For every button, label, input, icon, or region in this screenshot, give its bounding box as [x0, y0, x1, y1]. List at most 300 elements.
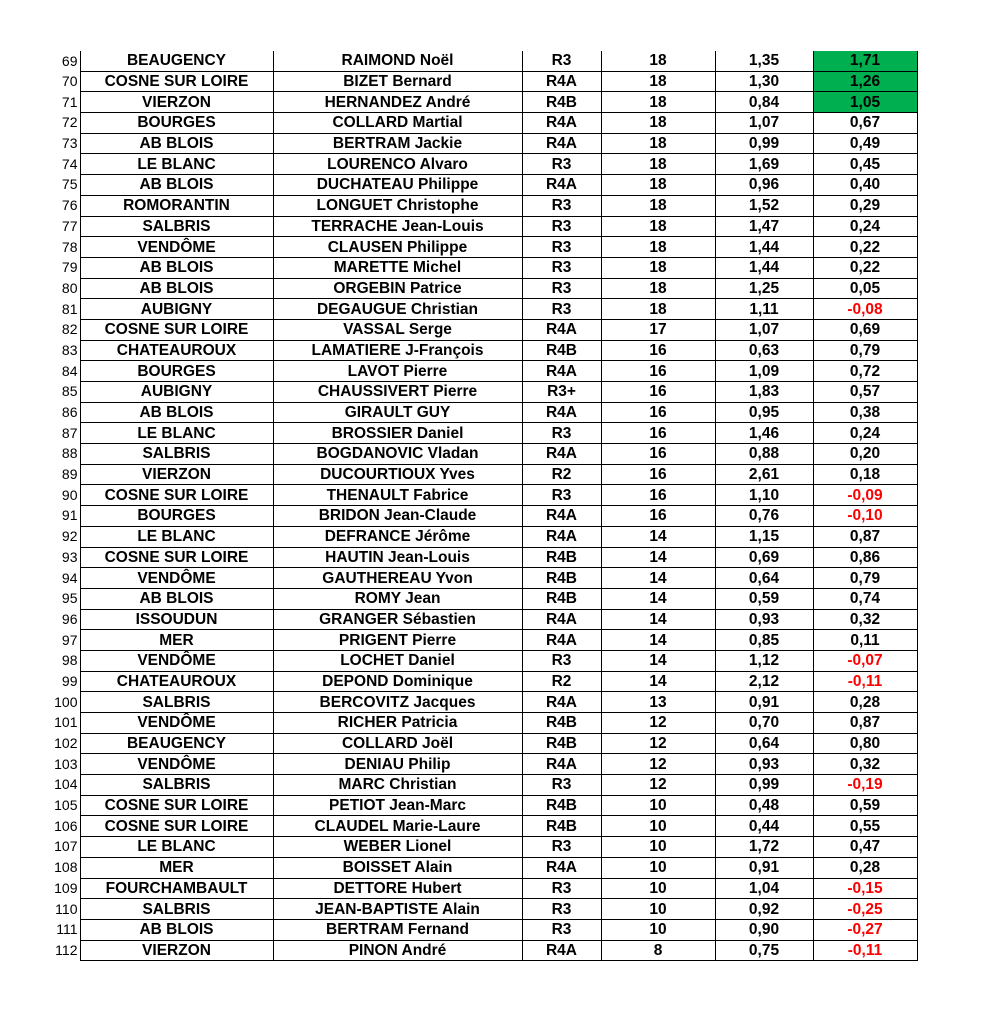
- average-cell: 0,91: [715, 692, 813, 713]
- row-number: 91: [50, 506, 80, 527]
- performance-cell: 0,22: [813, 257, 917, 278]
- row-number: 80: [50, 278, 80, 299]
- table-row: [50, 113, 917, 134]
- table-row: [50, 692, 917, 713]
- table-row: [50, 444, 917, 465]
- table-row: [50, 775, 917, 796]
- category-cell: R4A: [522, 630, 601, 651]
- row-number: 106: [50, 816, 80, 837]
- table-row: [50, 154, 917, 175]
- row-number: 69: [50, 51, 80, 71]
- row-number: 96: [50, 609, 80, 630]
- player-name-cell: COLLARD Joël: [273, 733, 522, 754]
- table-row: [50, 402, 917, 423]
- table-row: [50, 526, 917, 547]
- performance-cell: 0,79: [813, 568, 917, 589]
- average-cell: 0,48: [715, 795, 813, 816]
- club-cell: MER: [80, 857, 273, 878]
- category-cell: R4A: [522, 361, 601, 382]
- average-cell: 1,44: [715, 257, 813, 278]
- row-number: 89: [50, 464, 80, 485]
- table-row: [50, 257, 917, 278]
- row-number: 111: [50, 919, 80, 940]
- category-cell: R3: [522, 237, 601, 258]
- row-number: 71: [50, 92, 80, 113]
- performance-cell: 0,57: [813, 382, 917, 403]
- club-cell: COSNE SUR LOIRE: [80, 816, 273, 837]
- performance-cell: 0,72: [813, 361, 917, 382]
- points-cell: 16: [601, 382, 715, 403]
- table-row: [50, 361, 917, 382]
- average-cell: 0,90: [715, 919, 813, 940]
- average-cell: 0,92: [715, 899, 813, 920]
- player-name-cell: RAIMOND Noël: [273, 51, 522, 71]
- club-cell: COSNE SUR LOIRE: [80, 485, 273, 506]
- row-number: 75: [50, 175, 80, 196]
- results-table: [50, 51, 918, 961]
- table-row: [50, 857, 917, 878]
- performance-cell: 0,49: [813, 133, 917, 154]
- average-cell: 0,64: [715, 568, 813, 589]
- player-name-cell: GAUTHEREAU Yvon: [273, 568, 522, 589]
- average-cell: 0,69: [715, 547, 813, 568]
- performance-cell: -0,11: [813, 940, 917, 961]
- category-cell: R4B: [522, 547, 601, 568]
- row-number: 73: [50, 133, 80, 154]
- points-cell: 12: [601, 713, 715, 734]
- category-cell: R3: [522, 485, 601, 506]
- points-cell: 10: [601, 919, 715, 940]
- row-number: 72: [50, 113, 80, 134]
- average-cell: 1,15: [715, 526, 813, 547]
- club-cell: ROMORANTIN: [80, 195, 273, 216]
- player-name-cell: BERCOVITZ Jacques: [273, 692, 522, 713]
- category-cell: R3: [522, 837, 601, 858]
- category-cell: R3: [522, 195, 601, 216]
- average-cell: 1,44: [715, 237, 813, 258]
- points-cell: 12: [601, 733, 715, 754]
- points-cell: 14: [601, 630, 715, 651]
- points-cell: 10: [601, 857, 715, 878]
- points-cell: 16: [601, 444, 715, 465]
- table-row: [50, 278, 917, 299]
- row-number: 90: [50, 485, 80, 506]
- player-name-cell: BROSSIER Daniel: [273, 423, 522, 444]
- club-cell: FOURCHAMBAULT: [80, 878, 273, 899]
- average-cell: 0,63: [715, 340, 813, 361]
- club-cell: CHATEAUROUX: [80, 671, 273, 692]
- table-row: [50, 650, 917, 671]
- club-cell: VENDÔME: [80, 568, 273, 589]
- points-cell: 12: [601, 775, 715, 796]
- category-cell: R3: [522, 878, 601, 899]
- points-cell: 18: [601, 175, 715, 196]
- average-cell: 1,07: [715, 319, 813, 340]
- average-cell: 1,04: [715, 878, 813, 899]
- category-cell: R4A: [522, 175, 601, 196]
- performance-cell: -0,07: [813, 650, 917, 671]
- category-cell: R4B: [522, 340, 601, 361]
- player-name-cell: BOGDANOVIC Vladan: [273, 444, 522, 465]
- table-row: [50, 51, 917, 71]
- performance-cell: 0,22: [813, 237, 917, 258]
- club-cell: BEAUGENCY: [80, 51, 273, 71]
- performance-cell: 0,80: [813, 733, 917, 754]
- category-cell: R3+: [522, 382, 601, 403]
- table-row: [50, 878, 917, 899]
- player-name-cell: PRIGENT Pierre: [273, 630, 522, 651]
- club-cell: AB BLOIS: [80, 588, 273, 609]
- player-name-cell: GRANGER Sébastien: [273, 609, 522, 630]
- club-cell: SALBRIS: [80, 899, 273, 920]
- points-cell: 16: [601, 423, 715, 444]
- row-number: 108: [50, 857, 80, 878]
- club-cell: AB BLOIS: [80, 278, 273, 299]
- points-cell: 12: [601, 754, 715, 775]
- performance-cell: 0,28: [813, 857, 917, 878]
- row-number: 103: [50, 754, 80, 775]
- table-row: [50, 423, 917, 444]
- table-row: [50, 237, 917, 258]
- club-cell: BOURGES: [80, 506, 273, 527]
- points-cell: 18: [601, 154, 715, 175]
- player-name-cell: WEBER Lionel: [273, 837, 522, 858]
- performance-cell: 0,40: [813, 175, 917, 196]
- points-cell: 14: [601, 609, 715, 630]
- performance-cell: 0,20: [813, 444, 917, 465]
- points-cell: 18: [601, 216, 715, 237]
- points-cell: 18: [601, 92, 715, 113]
- row-number: 88: [50, 444, 80, 465]
- club-cell: ISSOUDUN: [80, 609, 273, 630]
- row-number: 93: [50, 547, 80, 568]
- average-cell: 1,83: [715, 382, 813, 403]
- row-number: 112: [50, 940, 80, 961]
- average-cell: 2,61: [715, 464, 813, 485]
- player-name-cell: DEPOND Dominique: [273, 671, 522, 692]
- points-cell: 16: [601, 485, 715, 506]
- row-number: 107: [50, 837, 80, 858]
- points-cell: 8: [601, 940, 715, 961]
- category-cell: R4A: [522, 857, 601, 878]
- row-number: 94: [50, 568, 80, 589]
- club-cell: COSNE SUR LOIRE: [80, 71, 273, 92]
- table-row: [50, 816, 917, 837]
- category-cell: R3: [522, 423, 601, 444]
- row-number: 70: [50, 71, 80, 92]
- points-cell: 16: [601, 340, 715, 361]
- category-cell: R4A: [522, 609, 601, 630]
- average-cell: 0,44: [715, 816, 813, 837]
- club-cell: AUBIGNY: [80, 382, 273, 403]
- club-cell: VIERZON: [80, 940, 273, 961]
- club-cell: AB BLOIS: [80, 175, 273, 196]
- club-cell: CHATEAUROUX: [80, 340, 273, 361]
- performance-cell: 0,47: [813, 837, 917, 858]
- player-name-cell: DETTORE Hubert: [273, 878, 522, 899]
- points-cell: 13: [601, 692, 715, 713]
- performance-cell: -0,11: [813, 671, 917, 692]
- row-number: 92: [50, 526, 80, 547]
- points-cell: 18: [601, 278, 715, 299]
- category-cell: R2: [522, 464, 601, 485]
- performance-cell: 0,24: [813, 216, 917, 237]
- table-row: [50, 713, 917, 734]
- player-name-cell: TERRACHE Jean-Louis: [273, 216, 522, 237]
- player-name-cell: DEGAUGUE Christian: [273, 299, 522, 320]
- category-cell: R4A: [522, 940, 601, 961]
- club-cell: VENDÔME: [80, 237, 273, 258]
- points-cell: 14: [601, 526, 715, 547]
- average-cell: 0,93: [715, 609, 813, 630]
- club-cell: COSNE SUR LOIRE: [80, 795, 273, 816]
- row-number: 101: [50, 713, 80, 734]
- player-name-cell: ROMY Jean: [273, 588, 522, 609]
- table-row: [50, 319, 917, 340]
- player-name-cell: LAMATIERE J-François: [273, 340, 522, 361]
- row-number: 98: [50, 650, 80, 671]
- average-cell: 0,85: [715, 630, 813, 651]
- player-name-cell: DEFRANCE Jérôme: [273, 526, 522, 547]
- average-cell: 0,93: [715, 754, 813, 775]
- club-cell: VIERZON: [80, 464, 273, 485]
- row-number: 87: [50, 423, 80, 444]
- row-number: 79: [50, 257, 80, 278]
- table-row: [50, 919, 917, 940]
- category-cell: R4A: [522, 133, 601, 154]
- club-cell: BOURGES: [80, 113, 273, 134]
- points-cell: 10: [601, 878, 715, 899]
- category-cell: R4B: [522, 568, 601, 589]
- row-number: 85: [50, 382, 80, 403]
- points-cell: 18: [601, 195, 715, 216]
- points-cell: 16: [601, 464, 715, 485]
- player-name-cell: HERNANDEZ André: [273, 92, 522, 113]
- category-cell: R4A: [522, 444, 601, 465]
- player-name-cell: ORGEBIN Patrice: [273, 278, 522, 299]
- average-cell: 0,75: [715, 940, 813, 961]
- table-row: [50, 464, 917, 485]
- player-name-cell: MARC Christian: [273, 775, 522, 796]
- points-cell: 18: [601, 237, 715, 258]
- performance-cell: 0,38: [813, 402, 917, 423]
- player-name-cell: GIRAULT GUY: [273, 402, 522, 423]
- player-name-cell: DUCHATEAU Philippe: [273, 175, 522, 196]
- row-number: 74: [50, 154, 80, 175]
- player-name-cell: LONGUET Christophe: [273, 195, 522, 216]
- points-cell: 10: [601, 816, 715, 837]
- points-cell: 16: [601, 506, 715, 527]
- average-cell: 1,30: [715, 71, 813, 92]
- table-row: [50, 547, 917, 568]
- average-cell: 0,96: [715, 175, 813, 196]
- performance-cell: 0,67: [813, 113, 917, 134]
- table-row: [50, 175, 917, 196]
- category-cell: R3: [522, 299, 601, 320]
- average-cell: 0,99: [715, 775, 813, 796]
- points-cell: 16: [601, 402, 715, 423]
- points-cell: 18: [601, 133, 715, 154]
- table-row: [50, 92, 917, 113]
- row-number: 100: [50, 692, 80, 713]
- player-name-cell: MARETTE Michel: [273, 257, 522, 278]
- performance-cell: -0,15: [813, 878, 917, 899]
- table-row: [50, 588, 917, 609]
- average-cell: 2,12: [715, 671, 813, 692]
- performance-cell: 0,55: [813, 816, 917, 837]
- category-cell: R4A: [522, 319, 601, 340]
- player-name-cell: DUCOURTIOUX Yves: [273, 464, 522, 485]
- club-cell: SALBRIS: [80, 444, 273, 465]
- average-cell: 1,35: [715, 51, 813, 71]
- row-number: 84: [50, 361, 80, 382]
- player-name-cell: BRIDON Jean-Claude: [273, 506, 522, 527]
- club-cell: VIERZON: [80, 92, 273, 113]
- club-cell: AB BLOIS: [80, 402, 273, 423]
- category-cell: R4A: [522, 692, 601, 713]
- category-cell: R3: [522, 650, 601, 671]
- performance-cell: 0,87: [813, 526, 917, 547]
- row-number: 78: [50, 237, 80, 258]
- average-cell: 1,12: [715, 650, 813, 671]
- category-cell: R4A: [522, 506, 601, 527]
- performance-cell: 0,24: [813, 423, 917, 444]
- player-name-cell: LOCHET Daniel: [273, 650, 522, 671]
- points-cell: 18: [601, 257, 715, 278]
- row-number: 105: [50, 795, 80, 816]
- average-cell: 1,10: [715, 485, 813, 506]
- category-cell: R4B: [522, 92, 601, 113]
- player-name-cell: RICHER Patricia: [273, 713, 522, 734]
- category-cell: R4B: [522, 733, 601, 754]
- row-number: 81: [50, 299, 80, 320]
- points-cell: 14: [601, 588, 715, 609]
- club-cell: VENDÔME: [80, 650, 273, 671]
- category-cell: R2: [522, 671, 601, 692]
- category-cell: R3: [522, 278, 601, 299]
- player-name-cell: BIZET Bernard: [273, 71, 522, 92]
- row-number: 97: [50, 630, 80, 651]
- average-cell: 0,91: [715, 857, 813, 878]
- performance-cell: 0,87: [813, 713, 917, 734]
- performance-cell: -0,10: [813, 506, 917, 527]
- category-cell: R3: [522, 775, 601, 796]
- category-cell: R4B: [522, 795, 601, 816]
- table-row: [50, 299, 917, 320]
- average-cell: 0,84: [715, 92, 813, 113]
- performance-cell: 0,74: [813, 588, 917, 609]
- table-row: [50, 216, 917, 237]
- points-cell: 14: [601, 568, 715, 589]
- points-cell: 10: [601, 795, 715, 816]
- average-cell: 1,69: [715, 154, 813, 175]
- performance-cell: 0,29: [813, 195, 917, 216]
- player-name-cell: BERTRAM Jackie: [273, 133, 522, 154]
- player-name-cell: BERTRAM Fernand: [273, 919, 522, 940]
- performance-cell: 1,05: [813, 92, 917, 113]
- average-cell: 0,95: [715, 402, 813, 423]
- points-cell: 16: [601, 361, 715, 382]
- table-row: [50, 609, 917, 630]
- average-cell: 1,52: [715, 195, 813, 216]
- club-cell: SALBRIS: [80, 216, 273, 237]
- club-cell: COSNE SUR LOIRE: [80, 547, 273, 568]
- player-name-cell: PETIOT Jean-Marc: [273, 795, 522, 816]
- average-cell: 1,46: [715, 423, 813, 444]
- average-cell: 1,11: [715, 299, 813, 320]
- table-row: [50, 133, 917, 154]
- performance-cell: 1,71: [813, 51, 917, 71]
- row-number: 76: [50, 195, 80, 216]
- table-row: [50, 754, 917, 775]
- row-number: 82: [50, 319, 80, 340]
- points-cell: 14: [601, 650, 715, 671]
- category-cell: R3: [522, 51, 601, 71]
- average-cell: 0,64: [715, 733, 813, 754]
- player-name-cell: HAUTIN Jean-Louis: [273, 547, 522, 568]
- performance-cell: 0,32: [813, 754, 917, 775]
- player-name-cell: VASSAL Serge: [273, 319, 522, 340]
- table-row: [50, 630, 917, 651]
- club-cell: MER: [80, 630, 273, 651]
- average-cell: 0,59: [715, 588, 813, 609]
- points-cell: 18: [601, 71, 715, 92]
- table-row: [50, 71, 917, 92]
- performance-cell: -0,25: [813, 899, 917, 920]
- player-name-cell: CLAUSEN Philippe: [273, 237, 522, 258]
- row-number: 83: [50, 340, 80, 361]
- performance-cell: 0,28: [813, 692, 917, 713]
- category-cell: R4B: [522, 816, 601, 837]
- player-name-cell: CLAUDEL Marie-Laure: [273, 816, 522, 837]
- table-row: [50, 382, 917, 403]
- club-cell: AB BLOIS: [80, 133, 273, 154]
- table-row: [50, 485, 917, 506]
- row-number: 99: [50, 671, 80, 692]
- performance-cell: -0,27: [813, 919, 917, 940]
- performance-cell: 0,59: [813, 795, 917, 816]
- table-row: [50, 899, 917, 920]
- performance-cell: 0,86: [813, 547, 917, 568]
- row-number: 86: [50, 402, 80, 423]
- table-row: [50, 671, 917, 692]
- points-cell: 17: [601, 319, 715, 340]
- category-cell: R4A: [522, 113, 601, 134]
- performance-cell: 1,26: [813, 71, 917, 92]
- performance-cell: 0,18: [813, 464, 917, 485]
- average-cell: 1,47: [715, 216, 813, 237]
- row-number: 110: [50, 899, 80, 920]
- results-table-body: [50, 51, 917, 961]
- performance-cell: 0,69: [813, 319, 917, 340]
- points-cell: 14: [601, 671, 715, 692]
- table-row: [50, 506, 917, 527]
- player-name-cell: JEAN-BAPTISTE Alain: [273, 899, 522, 920]
- table-row: [50, 837, 917, 858]
- player-name-cell: LAVOT Pierre: [273, 361, 522, 382]
- table-row: [50, 195, 917, 216]
- category-cell: R3: [522, 216, 601, 237]
- category-cell: R4A: [522, 402, 601, 423]
- table-row: [50, 795, 917, 816]
- club-cell: AB BLOIS: [80, 257, 273, 278]
- club-cell: BOURGES: [80, 361, 273, 382]
- club-cell: LE BLANC: [80, 423, 273, 444]
- table-row: [50, 733, 917, 754]
- category-cell: R3: [522, 899, 601, 920]
- club-cell: LE BLANC: [80, 526, 273, 547]
- performance-cell: -0,09: [813, 485, 917, 506]
